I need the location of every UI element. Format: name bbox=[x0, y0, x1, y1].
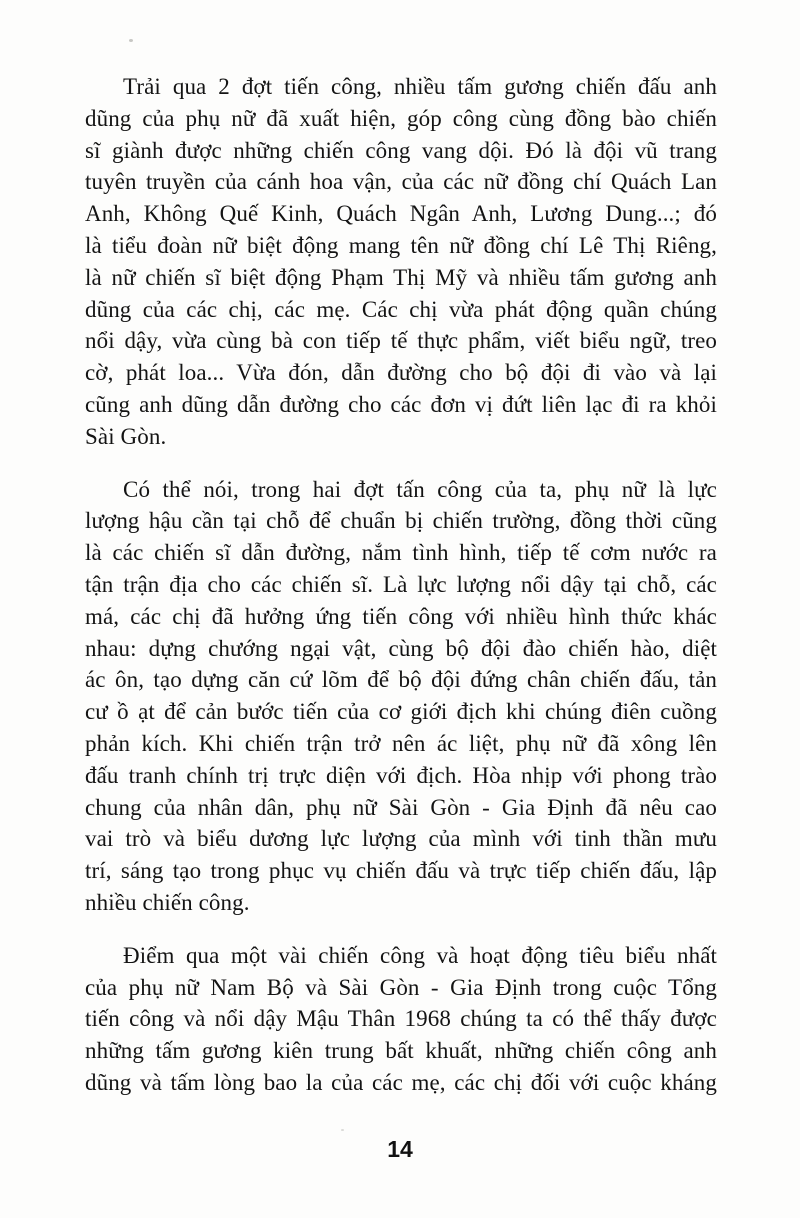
text-line: tận trận địa cho các chiến sĩ. Là lực lượng nổi dậy tại chỗ, các bbox=[85, 571, 717, 597]
text-line: tuyên truyền của cánh hoa vận, của các nữ đồng chí Quách Lan bbox=[85, 169, 717, 195]
text-line: những tấm gương kiên trung bất khuất, những chiến công anh bbox=[85, 1038, 717, 1064]
text-line: Sài Gòn. bbox=[85, 423, 167, 449]
text-line: vai trò và biểu dương lực lượng của mình với tinh thần mưu bbox=[85, 826, 717, 852]
text-line: cư ồ ạt để cản bước tiến của cơ giới địch khi chúng điên cuồng bbox=[85, 699, 717, 725]
text-line: Điểm qua một vài chiến công và hoạt động tiêu biểu nhất bbox=[123, 942, 717, 968]
text-line: sĩ giành được những chiến công vang dội. Đó là đội vũ trang bbox=[85, 137, 717, 163]
text-line: má, các chị đã hưởng ứng tiến công với nhiều hình thức khác bbox=[85, 603, 717, 629]
text-line: trí, sáng tạo trong phục vụ chiến đấu và trực tiếp chiến đấu, lập bbox=[85, 858, 717, 884]
text-line: Có thể nói, trong hai đợt tấn công của ta, phụ nữ là lực bbox=[123, 476, 717, 502]
page-text bbox=[85, 71, 717, 1120]
text-line: tiến công và nổi dậy Mậu Thân 1968 chúng ta có thể thấy được bbox=[85, 1006, 717, 1032]
text-line: dũng và tấm lòng bao la của các mẹ, các chị đối với cuộc kháng bbox=[85, 1069, 717, 1095]
paragraph bbox=[85, 474, 717, 919]
text-line: là các chiến sĩ dẫn đường, nắm tình hình, tiếp tế cơm nước ra bbox=[85, 540, 717, 566]
text-line: ác ôn, tạo dựng căn cứ lõm để bộ đội đứng chân chiến đấu, tản bbox=[85, 667, 717, 693]
text-line: Anh, Không Quế Kinh, Quách Ngân Anh, Lương Dung...; đó bbox=[85, 201, 717, 227]
ink-speck bbox=[341, 1129, 344, 1131]
text-line: là nữ chiến sĩ biệt động Phạm Thị Mỹ và nhiều tấm gương anh bbox=[85, 264, 717, 290]
text-line: nổi dậy, vừa cùng bà con tiếp tế thực phẩm, viết biểu ngữ, treo bbox=[85, 328, 717, 354]
text-line: phản kích. Khi chiến trận trở nên ác liệt, phụ nữ đã xông lên bbox=[85, 730, 717, 756]
text-line: cũng anh dũng dẫn đường cho các đơn vị đứt liên lạc đi ra khỏi bbox=[85, 391, 717, 417]
text-line: Trải qua 2 đợt tiến công, nhiều tấm gương chiến đấu anh bbox=[123, 74, 717, 99]
text-line: nhau: dựng chướng ngại vật, cùng bộ đội đào chiến hào, diệt bbox=[85, 635, 717, 661]
page-number: 14 bbox=[387, 1136, 413, 1162]
paragraph bbox=[85, 940, 717, 1099]
text-line: dũng của phụ nữ đã xuất hiện, góp công cùng đồng bào chiến bbox=[85, 105, 717, 131]
text-line: là tiểu đoàn nữ biệt động mang tên nữ đồng chí Lê Thị Riêng, bbox=[85, 232, 717, 258]
text-line: lượng hậu cần tại chỗ để chuẩn bị chiến trường, đồng thời cũng bbox=[85, 508, 717, 534]
text-line: dũng của các chị, các mẹ. Các chị vừa phát động quần chúng bbox=[85, 296, 717, 322]
ink-speck bbox=[129, 39, 133, 42]
text-line: đấu tranh chính trị trực diện với địch. Hòa nhịp với phong trào bbox=[85, 762, 717, 788]
paragraph bbox=[85, 71, 717, 453]
text-line: cờ, phát loa... Vừa đón, dẫn đường cho bộ đội đi vào và lại bbox=[85, 360, 717, 386]
text-line: chung của nhân dân, phụ nữ Sài Gòn - Gia Định đã nêu cao bbox=[85, 794, 717, 820]
text-line: của phụ nữ Nam Bộ và Sài Gòn - Gia Định trong cuộc Tổng bbox=[85, 974, 717, 1000]
text-line: nhiều chiến công. bbox=[85, 889, 250, 915]
